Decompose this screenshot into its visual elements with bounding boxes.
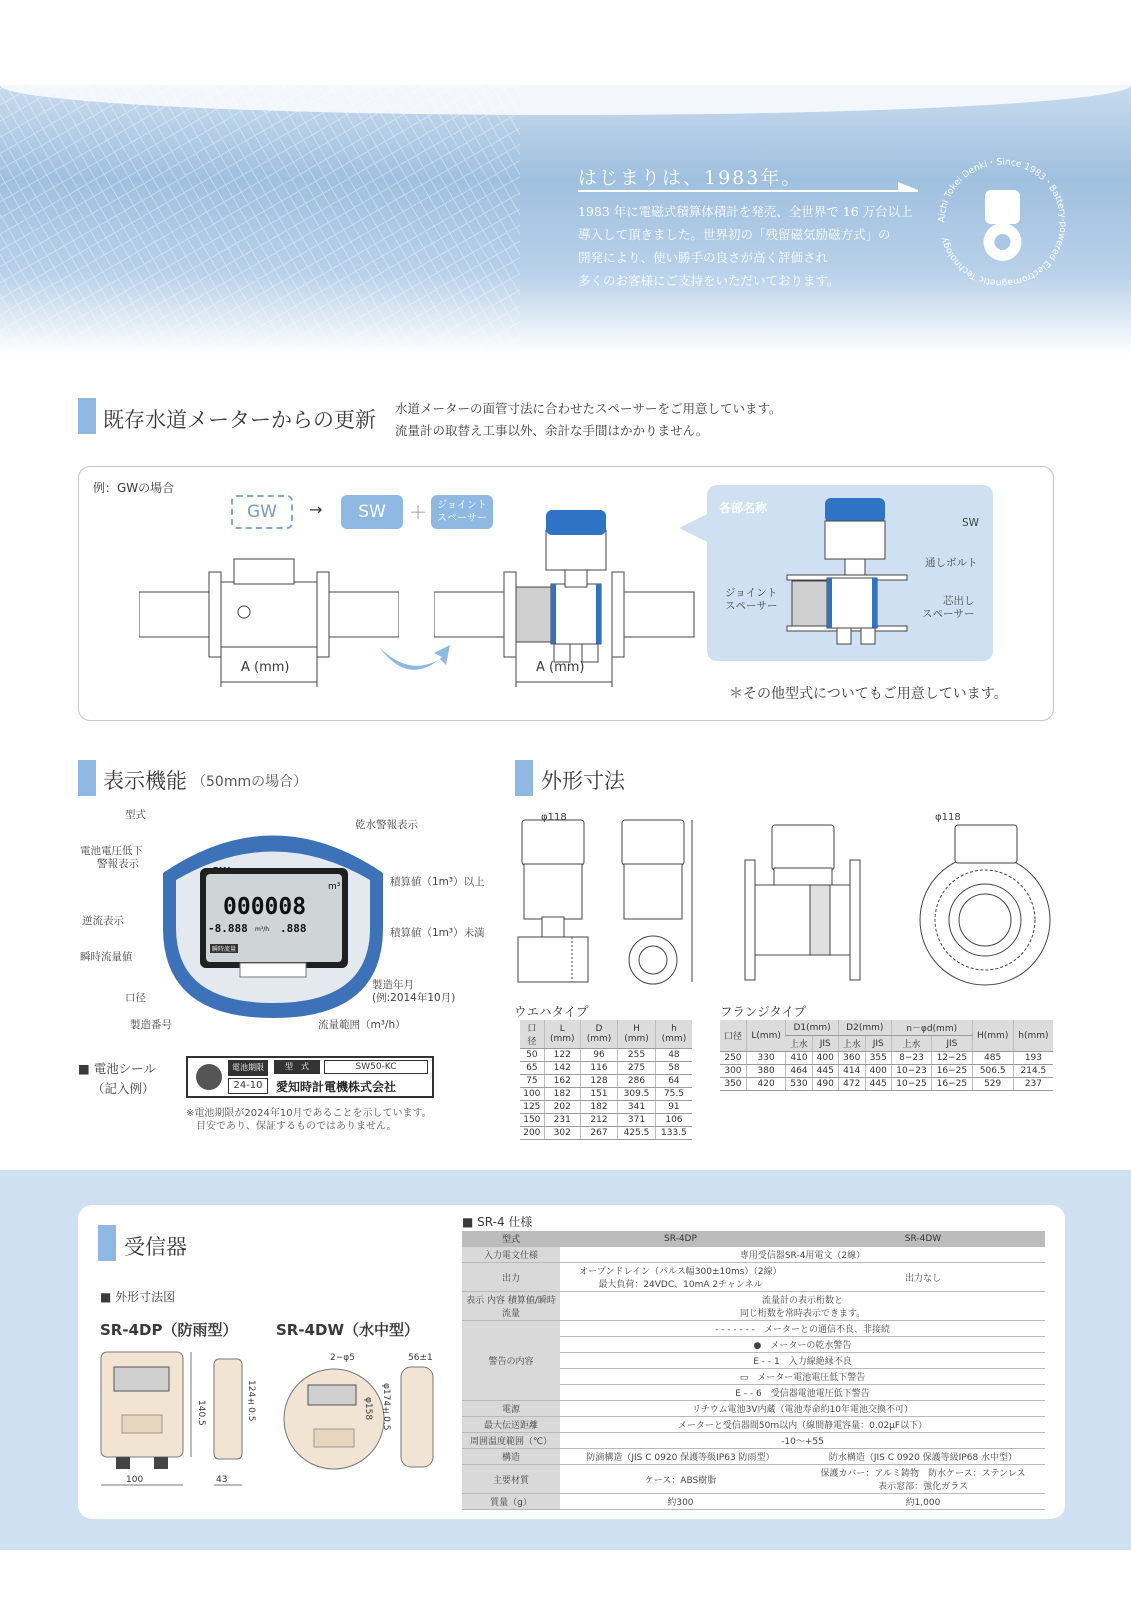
seal-note-2: 目安であり、保証するものではありません。	[196, 1121, 397, 1132]
spec-input-value: 専用受信器SR-4用電文（2線）	[560, 1247, 1045, 1263]
label-dry-alarm: 乾水警報表示	[355, 819, 418, 831]
table-row	[720, 1078, 1053, 1091]
spec-warn-5	[560, 1385, 1045, 1401]
table-row	[520, 1062, 692, 1075]
dim-height-124: 124±0.5	[246, 1380, 256, 1422]
lcd-sub-unit: m³/h	[255, 926, 270, 933]
wafer-header-cell: L (mm)	[544, 1020, 580, 1049]
dim-depth-43: 43	[216, 1475, 228, 1485]
part-center-label-2: スペーサー	[922, 608, 975, 620]
flange-sub-header: JIS	[932, 1036, 972, 1052]
table-cell: 48	[655, 1049, 692, 1062]
label-serial: 製造番号	[130, 1019, 172, 1031]
flange-col-h-lower: h(mm)	[1013, 1020, 1053, 1052]
table-cell: 128	[580, 1075, 617, 1088]
table-cell: 530	[786, 1078, 812, 1091]
spec-content-value-1: 流量計の表示桁数と	[761, 1296, 843, 1306]
table-cell: 400	[865, 1065, 891, 1078]
parts-drawing	[777, 493, 917, 653]
table-cell: 116	[580, 1062, 617, 1075]
table-cell: 464	[786, 1065, 812, 1078]
badge-text: Aichi Tokei Denki・Since 1983・Battery-powered Electromagnetic Technology	[937, 157, 1068, 288]
wafer-dimension-table	[520, 1020, 692, 1140]
gw-box: GW	[231, 495, 293, 529]
table-cell: 302	[544, 1127, 580, 1140]
wafer-type-drawing	[512, 812, 707, 992]
arrow-text: →	[309, 500, 323, 519]
dim-a-new: A (mm)	[536, 660, 585, 675]
table-cell: 212	[580, 1114, 617, 1127]
update-desc-2: 流量計の取替え工事以外、余計な手間はかかりません。	[395, 423, 709, 438]
table-cell: 64	[655, 1075, 692, 1088]
warn-text: 入力線絶縁不良	[788, 1357, 852, 1367]
table-cell: 10−23	[891, 1065, 931, 1078]
label-diameter: 口径	[125, 992, 146, 1004]
display-section-title: 表示機能	[103, 769, 187, 793]
seal-model-label: 型 式	[274, 1060, 320, 1074]
table-row	[720, 1065, 1053, 1078]
dim-phi174: φ174±0.5	[381, 1383, 391, 1431]
flange-col-h-upper: H(mm)	[972, 1020, 1013, 1052]
table-cell: 200	[520, 1127, 544, 1140]
hero-arrow	[578, 190, 918, 192]
table-cell: 529	[972, 1078, 1013, 1091]
spec-warn-2	[560, 1337, 1045, 1353]
table-cell: 485	[972, 1052, 1013, 1065]
label-battery-2: 警報表示	[97, 858, 139, 870]
flange-type-drawing	[740, 820, 1065, 990]
water-drop-icon: ●	[753, 1341, 762, 1351]
table-cell: 193	[1013, 1052, 1053, 1065]
hero-title: はじまりは、1983年。	[578, 167, 803, 189]
label-flow-range: 流量範囲（m³/h）	[318, 1019, 406, 1031]
spec-warn-3	[560, 1353, 1045, 1369]
spec-mass-label: 質量（g）	[462, 1494, 560, 1510]
spec-structure-dp: 防滴構造（JIS C 0920 保護等級IP63 防雨型）	[560, 1449, 801, 1465]
table-cell: 202	[544, 1101, 580, 1114]
table-cell: 490	[812, 1078, 838, 1091]
plus-sign: ＋	[409, 503, 427, 524]
spec-material-dw	[801, 1465, 1045, 1494]
spec-display-label: 表示	[466, 1296, 485, 1306]
spec-head-dw: SR-4DW	[801, 1231, 1045, 1247]
flange-col-d2: D2(mm)	[838, 1020, 891, 1036]
other-models-note: ＊その他型式についてもご用意しています。	[729, 686, 1008, 702]
table-cell: 341	[618, 1101, 656, 1114]
outline-section-title: 外形寸法	[541, 769, 625, 793]
seal-note-1: ※電池期限が2024年10月であることを示しています。	[186, 1108, 432, 1119]
section-bar	[515, 760, 533, 796]
wafer-title: ウエハタイプ	[514, 1004, 589, 1019]
table-row	[520, 1101, 692, 1114]
table-cell: 255	[618, 1049, 656, 1062]
spec-input-label: 入力電文仕様	[462, 1247, 560, 1263]
sr4dp-name: SR-4DP（防雨型）	[100, 1321, 238, 1339]
table-cell: 151	[580, 1088, 617, 1101]
table-cell: 400	[812, 1052, 838, 1065]
lcd-sub-left: -8.888	[208, 922, 248, 935]
battery-seal-subtitle: （記入例）	[92, 1081, 155, 1096]
part-bolt-label: 通しボルト	[925, 557, 978, 569]
section-bar	[78, 760, 96, 796]
joint-spacer-label-1: ジョイント	[437, 500, 487, 511]
spec-output-dp-2: 最大負荷：24VDC、10mA 2チャンネル	[598, 1280, 763, 1290]
spec-material-dp: ケース：ABS樹脂	[560, 1465, 801, 1494]
table-cell: 75.5	[655, 1088, 692, 1101]
outline-label: ■ 外形寸法図	[100, 1290, 176, 1304]
part-sw-label: SW	[962, 517, 980, 529]
spec-content-label: 表示 内容 積算値/瞬時流量	[462, 1292, 560, 1321]
table-cell: 267	[580, 1127, 617, 1140]
spec-output-dw: 出力なし	[801, 1263, 1045, 1292]
update-section-title: 既存水道メーターからの更新	[103, 408, 376, 432]
meter-display-illustration	[148, 818, 398, 1023]
example-label: 例：GWの場合	[93, 481, 175, 495]
sr4dw-name: SR-4DW（水中型）	[276, 1321, 420, 1339]
flange-col-diameter: 口径	[720, 1020, 746, 1052]
spec-head-model: 型式	[462, 1231, 560, 1247]
dim-width-100: 100	[126, 1475, 144, 1485]
spec-content-value-2: 同じ桁数を常時表示できます。	[739, 1309, 866, 1319]
part-joint-label-1: ジョイント	[725, 587, 778, 599]
table-cell: 231	[544, 1114, 580, 1127]
table-cell: 125	[520, 1101, 544, 1114]
spec-content-sublabel: 内容	[486, 1296, 505, 1306]
receiver-section-title: 受信器	[124, 1235, 187, 1259]
part-center-label-1: 芯出し	[943, 595, 975, 607]
table-row	[520, 1049, 692, 1062]
warn-text: 受信器電池電圧低下警告	[770, 1389, 870, 1399]
label-model: 型式	[125, 809, 146, 821]
flange-sub-header: 上水	[891, 1036, 931, 1052]
flange-title: フランジタイプ	[720, 1004, 807, 1019]
table-cell: 275	[618, 1062, 656, 1075]
table-cell: 162	[544, 1075, 580, 1088]
table-cell: 96	[580, 1049, 617, 1062]
label-instant: 瞬時流量値	[80, 951, 133, 963]
joint-spacer-label-2: スペーサー	[437, 513, 487, 524]
dim-phi158: φ158	[363, 1397, 373, 1421]
table-cell: 133.5	[655, 1127, 692, 1140]
table-cell: 65	[520, 1062, 544, 1075]
parts-title: 各部名称	[719, 501, 768, 515]
spec-output-dp	[560, 1263, 801, 1292]
table-cell: 380	[746, 1065, 785, 1078]
table-cell: 371	[618, 1114, 656, 1127]
spec-output-label: 出力	[462, 1263, 560, 1292]
hero-line-1: 1983 年に電磁式積算体積計を発売、全世界で 16 万台以上	[578, 204, 913, 219]
table-cell: 250	[720, 1052, 746, 1065]
label-battery-1: 電池電圧低下	[80, 845, 143, 857]
update-desc-1: 水道メーターの面管寸法に合わせたスペーサーをご用意しています。	[395, 401, 782, 416]
spec-structure-dw: 防水構造（JIS C 0920 保護等級IP68 水中型）	[801, 1449, 1045, 1465]
flange-col-nd: n－φd(mm)	[891, 1020, 972, 1036]
wafer-phi118: φ118	[541, 812, 567, 823]
spec-power-value: リチウム電池3V内蔵（電池寿命約10年電池交換不可）	[560, 1401, 1045, 1417]
hero-background-image	[0, 85, 520, 355]
spec-distance-value: メーターと受信器間50m以内（線間静電容量：0.02μF以下）	[560, 1417, 1045, 1433]
table-row	[520, 1088, 692, 1101]
lcd-tag: 瞬時流量	[212, 946, 237, 953]
spec-structure-label: 構造	[462, 1449, 560, 1465]
dim-height-140: 140.5	[196, 1400, 206, 1426]
spec-head-dp: SR-4DP	[560, 1231, 801, 1247]
spec-mass-dw: 約1,000	[801, 1494, 1045, 1510]
flange-sub-header: 上水	[838, 1036, 865, 1052]
table-row	[520, 1127, 692, 1140]
spec-warn-4	[560, 1369, 1045, 1385]
spec-warn-1	[560, 1321, 1045, 1337]
wafer-header-cell: D (mm)	[580, 1020, 617, 1049]
battery-icon: ▭	[739, 1373, 749, 1383]
spec-material-dw-2: 表示窓部：強化ガラス	[878, 1482, 968, 1492]
warn-text: メーターの乾水警告	[770, 1341, 852, 1351]
display-section-subtitle: （50mmの場合）	[192, 774, 308, 790]
flange-phi118: φ118	[935, 812, 961, 823]
table-row	[520, 1114, 692, 1127]
table-cell: 300	[720, 1065, 746, 1078]
spec-content-value	[560, 1292, 1045, 1321]
table-cell: 309.5	[618, 1088, 656, 1101]
hero-line-4: 多くのお客様にご支持をいただいております。	[578, 273, 840, 288]
spec-temp-value: -10〜+55	[560, 1433, 1045, 1449]
spec-material-label: 主要材質	[462, 1465, 560, 1494]
table-cell: 8−23	[891, 1052, 931, 1065]
table-cell: 91	[655, 1101, 692, 1114]
dim-depth-56: 56±1	[408, 1353, 433, 1363]
lcd-main-value: 000008	[223, 894, 307, 920]
seal-model-value: SW50-KC	[324, 1060, 428, 1074]
table-cell: 355	[865, 1052, 891, 1065]
flange-col-l: L(mm)	[746, 1020, 785, 1052]
label-mfg-date-2: (例:2014年10月)	[372, 992, 456, 1004]
wafer-header-cell: h (mm)	[655, 1020, 692, 1049]
spec-instant-label: 瞬時流量	[501, 1296, 556, 1319]
speech-pointer	[679, 513, 709, 543]
table-cell: 286	[618, 1075, 656, 1088]
table-cell: 420	[746, 1078, 785, 1091]
flange-sub-header: JIS	[812, 1036, 838, 1052]
table-cell: 10−25	[891, 1078, 931, 1091]
seal-logo-icon	[196, 1064, 222, 1090]
table-cell: 12−25	[932, 1052, 972, 1065]
lcd-unit: m³	[328, 882, 341, 892]
update-example-box	[78, 466, 1054, 721]
table-cell: 100	[520, 1088, 544, 1101]
flange-sub-header: 上水	[786, 1036, 812, 1052]
spec-power-label: 電源	[462, 1401, 560, 1417]
table-cell: 214.5	[1013, 1065, 1053, 1078]
part-joint-label-2: スペーサー	[725, 600, 778, 612]
spec-output-dp-1: オープンドレイン（パルス幅300±10ms）（2線）	[579, 1267, 782, 1277]
warn-text: メーターとの通信不良、非接続	[763, 1325, 890, 1335]
label-total-over: 積算値（1m³）以上	[390, 876, 485, 888]
table-cell: 506.5	[972, 1065, 1013, 1078]
table-cell: 58	[655, 1062, 692, 1075]
label-total-under: 積算値（1m³）未満	[390, 927, 485, 939]
warn-text: メーター電池電圧低下警告	[757, 1373, 866, 1383]
table-cell: 75	[520, 1075, 544, 1088]
table-cell: 330	[746, 1052, 785, 1065]
dim-a-old: A (mm)	[241, 660, 290, 675]
flange-dimension-table	[720, 1020, 1053, 1091]
table-cell: 16−25	[932, 1078, 972, 1091]
battery-seal-title: ■ 電池シール	[78, 1061, 157, 1076]
table-cell: 410	[786, 1052, 812, 1065]
table-row	[520, 1075, 692, 1088]
table-cell: 445	[812, 1065, 838, 1078]
table-cell: 425.5	[618, 1127, 656, 1140]
warn-symbol: - - - - - - -	[715, 1325, 755, 1335]
flange-sub-header: JIS	[865, 1036, 891, 1052]
spec-table	[462, 1231, 1045, 1510]
section-bar	[98, 1225, 116, 1261]
dim-holes: 2−φ5	[330, 1353, 355, 1363]
table-cell: 445	[865, 1078, 891, 1091]
seal-company: 愛知時計電機株式会社	[276, 1080, 397, 1094]
spec-temp-label: 周囲温度範囲（℃）	[462, 1433, 560, 1449]
table-cell: 182	[580, 1101, 617, 1114]
sw-box: SW	[341, 495, 403, 529]
table-row	[720, 1052, 1053, 1065]
label-reverse: 逆流表示	[82, 915, 124, 927]
table-cell: 16−25	[932, 1065, 972, 1078]
label-mfg-date-1: 製造年月	[372, 979, 414, 991]
lcd-brand: SW	[212, 866, 231, 877]
seal-limit-label: 電池期限	[228, 1060, 268, 1076]
seal-limit-value: 24-10	[228, 1078, 268, 1094]
parts-panel	[707, 485, 993, 661]
table-cell: 414	[838, 1065, 865, 1078]
spec-warn-label: 警告の内容	[462, 1321, 560, 1401]
table-cell: 106	[655, 1114, 692, 1127]
warn-symbol: E - - 1	[753, 1357, 780, 1367]
flange-col-d1: D1(mm)	[786, 1020, 838, 1036]
table-cell: 142	[544, 1062, 580, 1075]
spec-mass-dp: 約300	[560, 1494, 801, 1510]
hero-line-2: 導入して頂きました。世界初の「残留磁気励磁方式」の	[578, 227, 891, 242]
spec-distance-label: 最大伝送距離	[462, 1417, 560, 1433]
spec-material-dw-1: 保護カバー：アルミ鋳物 防水ケース：ステンレス	[820, 1469, 1026, 1479]
table-cell: 122	[544, 1049, 580, 1062]
table-cell: 150	[520, 1114, 544, 1127]
section-bar	[78, 398, 96, 434]
hero-line-3: 開発により、使い勝手の良さが高く評価され	[578, 250, 829, 265]
lcd-sub-right: .888	[280, 922, 307, 935]
spec-total-label: 積算値	[507, 1296, 535, 1306]
table-cell: 360	[838, 1052, 865, 1065]
wafer-header-cell: 口径	[520, 1020, 544, 1049]
spec-title: ■ SR-4 仕様	[462, 1215, 533, 1229]
table-cell: 50	[520, 1049, 544, 1062]
table-cell: 182	[544, 1088, 580, 1101]
table-cell: 350	[720, 1078, 746, 1091]
logo-badge	[930, 150, 1075, 295]
table-cell: 472	[838, 1078, 865, 1091]
hero-banner	[0, 85, 1131, 355]
table-cell: 237	[1013, 1078, 1053, 1091]
battery-seal	[186, 1056, 434, 1098]
warn-symbol: E - - 6	[735, 1389, 762, 1399]
wafer-header-cell: H (mm)	[618, 1020, 656, 1049]
